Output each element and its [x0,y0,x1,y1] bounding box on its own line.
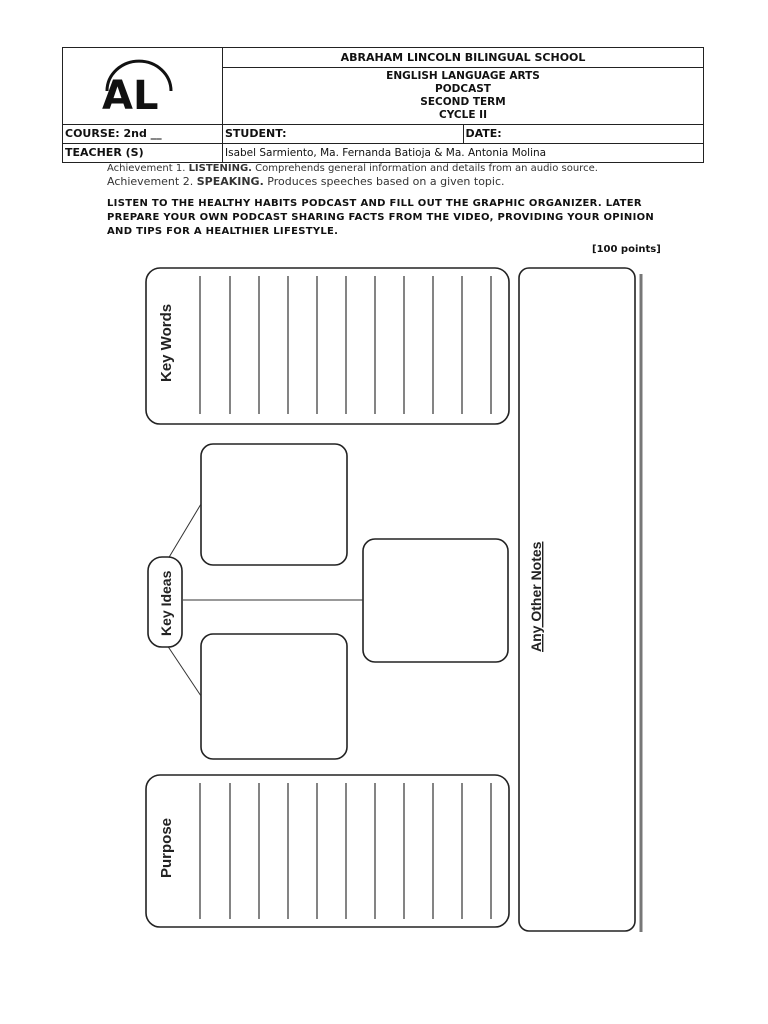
graphic-organizer [138,264,648,936]
achievement-1: Achievement 1. LISTENING. Comprehends general information and details from an audio source. [107,163,598,174]
key-idea-box-right[interactable] [363,539,508,662]
student-field[interactable]: STUDENT: [223,125,464,144]
teacher-names: Isabel Sarmiento, Ma. Fernanda Batioja & Ma. Antonia Molina [223,144,704,163]
subject-line: CYCLE II [439,109,487,121]
key-idea-box-bottom[interactable] [201,634,347,759]
subject-line: ENGLISH LANGUAGE ARTS [386,70,540,82]
points-label: [100 points] [592,244,661,255]
subject-line: PODCAST [435,83,491,95]
key-words-label: Key Words [158,303,175,382]
achievement-2: Achievement 2. SPEAKING. Produces speeches based on a given topic. [107,175,505,188]
school-name: ABRAHAM LINCOLN BILINGUAL SCHOOL [223,48,704,68]
key-idea-box-top[interactable] [201,444,347,565]
date-field[interactable]: DATE: [463,125,704,144]
course-label: COURSE: 2nd __ [63,125,223,144]
subject-line: SECOND TERM [420,96,506,108]
logo-letters: AL [102,73,159,119]
logo-cell [63,48,223,125]
instructions: LISTEN TO THE HEALTHY HABITS PODCAST AND FILL OUT THE GRAPHIC ORGANIZER. LATER PREPARE YOUR OWN PODCAST SHARING FACTS FROM THE VIDEO, PROVIDING YOUR OPINION AND TIPS FOR A HEALTHIER LIFESTYLE. [107,198,655,237]
subject-block [223,68,704,125]
teacher-label: TEACHER (S) [63,144,223,163]
header-table [62,47,704,163]
key-ideas-label: Key Ideas [158,570,174,636]
other-notes-label: Any Other Notes [528,541,544,652]
school-logo [65,49,215,119]
purpose-label: Purpose [158,817,175,878]
